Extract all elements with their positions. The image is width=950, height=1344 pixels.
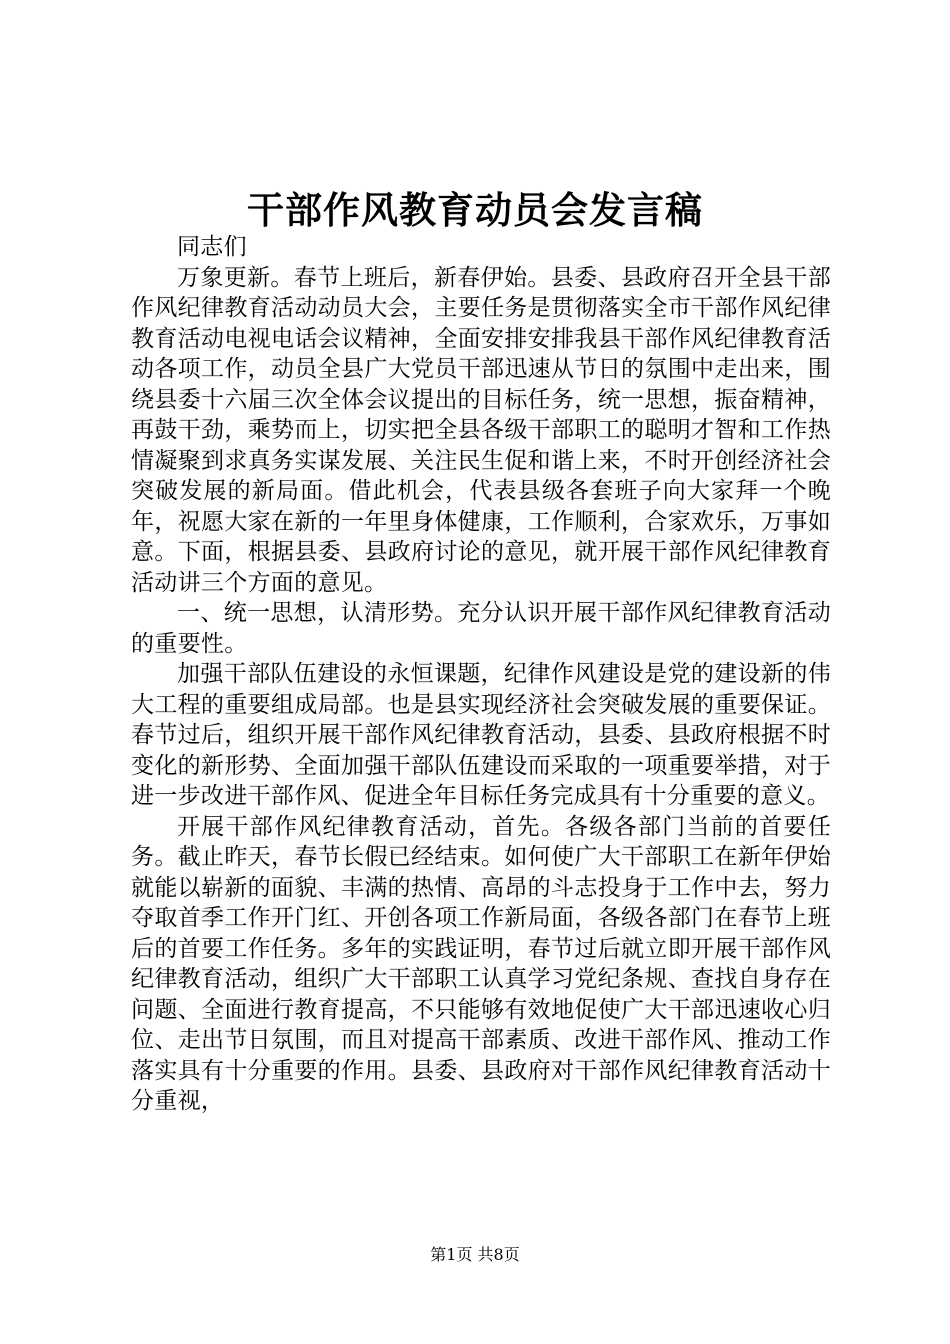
paragraph-team-building: 加强干部队伍建设的永恒课题，纪律作风建设是党的建设新的伟大工程的重要组成局部。也是县实现经济社会突破发展的重要保证。春节过后，组织开展干部作风纪律教育活动，县委、县政府根据不时变化的新形势、全面加强干部队伍建设而采取的一项重要举措，对于进一步改进干部作风、促进全年目标任务完成具有十分重要的意义。 xyxy=(131,661,831,809)
paragraph-primary-task: 开展干部作风纪律教育活动，首先。各级各部门当前的首要任务。截止昨天，春节长假已经结束。如何使广大干部职工在新年伊始就能以崭新的面貌、丰满的热情、高昂的斗志投身于工作中去，努力夺取首季工作开门红、开创各项工作新局面，各级各部门在春节上班后的首要工作任务。多年的实践证明，春节过后就立即开展干部作风纪律教育活动，组织广大干部职工认真学习党纪条规、查找自身存在问题、全面进行教育提高，不只能够有效地促使广大干部迅速收心归位、走出节日氛围，而且对提高干部素质、改进干部作风、推动工作落实具有十分重要的作用。县委、县政府对干部作风纪律教育活动十分重视， xyxy=(131,813,831,1114)
paragraph-section-heading: 一、统一思想，认清形势。充分认识开展干部作风纪律教育活动的重要性。 xyxy=(131,600,831,657)
page-number-footer: 第1页 共8页 xyxy=(430,1245,520,1264)
paragraph-opening: 万象更新。春节上班后，新春伊始。县委、县政府召开全县干部作风纪律教育活动动员大会，主要任务是贯彻落实全市干部作风纪律教育活动电视电话会议精神，全面安排安排我县干部作风纪律教育活动各项工作，动员全县广大党员干部迅速从节日的氛围中走出来，围绕县委十六届三次全体会议提出的目标任务，统一思想，振奋精神，再鼓干劲，乘势而上，切实把全县各级干部职工的聪明才智和工作热情凝聚到求真务实谋发展、关注民生促和谐上来，不时开创经济社会突破发展的新局面。借此机会，代表县级各套班子向大家拜一个晚年，祝愿大家在新的一年里身体健康，工作顺利，合家欢乐，万事如意。下面，根据县委、县政府讨论的意见，就开展干部作风纪律教育活动讲三个方面的意见。 xyxy=(131,264,831,596)
document-body xyxy=(131,232,831,1117)
paragraph-salutation: 同志们 xyxy=(177,234,247,260)
document-title: 干部作风教育动员会发言稿 xyxy=(247,188,703,232)
